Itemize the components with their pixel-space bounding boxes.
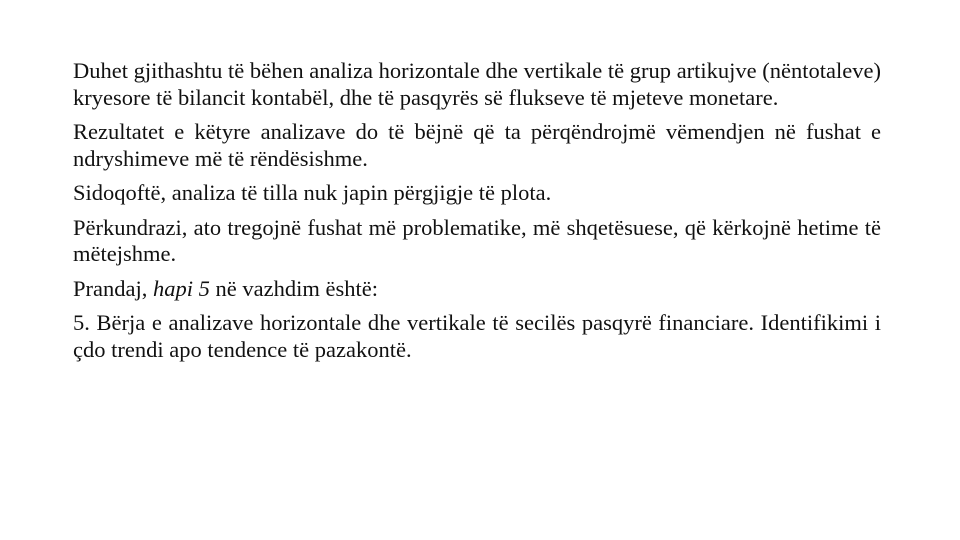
- slide-body: [73, 58, 881, 371]
- step-label: hapi 5: [152, 275, 210, 301]
- paragraph-3: Sidoqoftë, analiza të tilla nuk japin përgjigje të plota.: [73, 180, 552, 205]
- paragraph-5-tail: në vazhdim është:: [209, 275, 378, 301]
- paragraph-4: Përkundrazi, ato tregojnë fushat më problematike, më shqetësuese, që kërkojnë hetime të mëtejshme.: [73, 214, 881, 266]
- paragraph-1: Duhet gjithashtu të bëhen analiza horizontale dhe vertikale të grup artikujve (nëntotaleve) kryesore të bilancit kontabël, dhe të pasqyrës së flukseve të mjeteve monetare.: [73, 58, 881, 110]
- paragraph-6: 5. Bërja e analizave horizontale dhe vertikale të secilës pasqyrë financiare. Identifikimi i çdo trendi apo tendence të pazakontë.: [73, 310, 881, 362]
- paragraph-2: Rezultatet e këtyre analizave do të bëjnë që ta përqëndrojmë vëmendjen në fushat e ndryshimeve më të rëndësishme.: [73, 119, 881, 171]
- paragraph-5: [73, 276, 881, 303]
- paragraph-5-lead: Prandaj,: [73, 275, 153, 301]
